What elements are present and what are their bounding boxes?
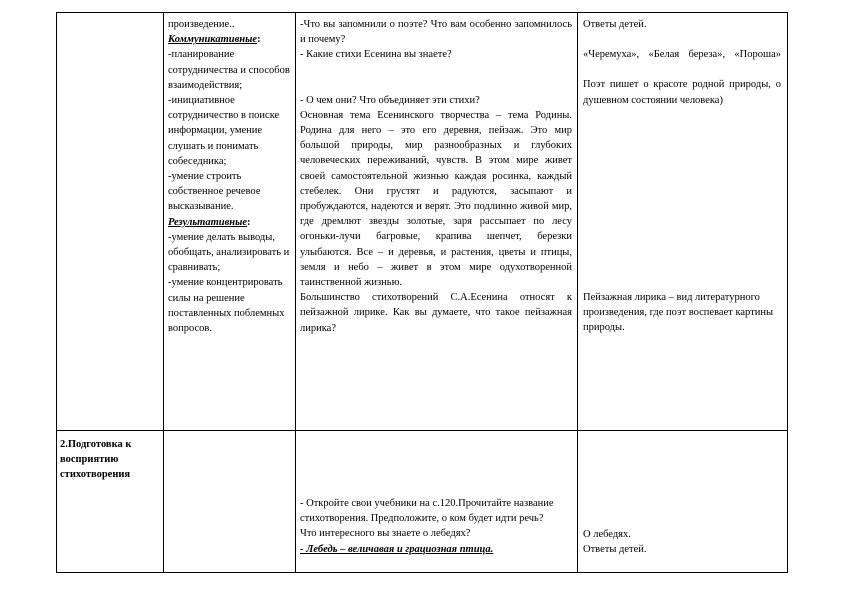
result-item: -умение концентрировать силы на решение поставленных поблемных вопросов. <box>168 277 285 335</box>
preparation-tasks-cell <box>300 496 572 557</box>
row-divider <box>56 430 788 431</box>
communicative-item: -планирование сотрудничества и способов взаимодействия; <box>168 49 290 91</box>
stage-title: 2.Подготовка к восприятию стихотворения <box>60 439 132 481</box>
preparation-answers-cell <box>583 527 781 557</box>
task-swans-question: Что интересного вы знаете о лебедях? <box>300 528 471 540</box>
outcomes-cell <box>168 17 290 336</box>
result-heading <box>168 215 290 230</box>
communicative-heading <box>168 32 290 47</box>
communicative-item: -умение строить собственное речевое высказывание. <box>168 171 261 213</box>
task-swan-statement: - Лебедь – величавая и грациозная птица. <box>300 543 494 555</box>
answer-poem-titles: «Черемуха», «Белая береза», «Пороша» <box>583 49 781 61</box>
communicative-item: -инициативное сотрудничество в поиске информации, умение слушать и понимать собеседника; <box>168 95 280 167</box>
continued-text: произведение.. <box>168 19 235 30</box>
spacer <box>300 63 572 93</box>
answer-children: Ответы детей. <box>583 19 647 30</box>
question-landscape-lyrics: Большинство стихотворений С.А.Есенина относят к пейзажной лирике. Как вы думаете, что такое пейзажная лирика? <box>300 292 572 334</box>
answer-landscape-definition: Пейзажная лирика – вид литературного произведения, где поэт воспевает картины природы. <box>583 291 774 334</box>
spacer <box>583 108 781 290</box>
column-divider-1 <box>163 12 164 573</box>
question-unites: - О чем они? Что объединяет эти стихи? <box>300 94 480 106</box>
result-item: -умение делать выводы, обобщать, анализировать и сравнивать; <box>168 231 290 274</box>
result-heading-suffix: : <box>247 216 251 228</box>
table-border-bottom <box>56 572 788 573</box>
column-divider-3 <box>577 12 578 573</box>
explanation-text: Основная тема Есенинского творчества – тема Родины. Родина для него – это его деревня, пейзаж. Это мир большой природы, мир разнообразных и глубоких человеческих переживаний, чувств. В этом мире живет своей самостоятельной жизнью каждая росинка, каждый стебелек. Они грустят и радуются, засыпают и пробуждаются, надеются и верят. Это подлинно живой мир, где дремлют звезды золотые, заря рассыпает по лесу огоньки-лучи багровые, крапива шепчет, березки улыбаются. Все – и деревья, и растения, цветы и птицы, земля и небо – живет в этом мире одухотворенной таинственной жизнью. <box>300 109 572 289</box>
answer-about-swans: О лебедях. <box>583 529 631 540</box>
table-border-top <box>56 12 788 13</box>
answer-children-2: Ответы детей. <box>583 544 647 556</box>
spacer <box>583 62 781 77</box>
communicative-heading-suffix: : <box>257 34 261 46</box>
spacer <box>583 32 781 47</box>
result-heading-label: Результативные <box>168 216 248 228</box>
table-border-left <box>56 12 57 573</box>
communicative-heading-label: Коммуникативные <box>168 34 258 46</box>
task-open-textbook: - Откройте свои учебники на с.120.Прочитайте название стихотворения. Предположите, о ком будет идти речь? <box>300 498 554 525</box>
student-activity-cell <box>583 17 781 335</box>
column-divider-2 <box>295 12 296 573</box>
table-border-right <box>787 12 788 573</box>
teacher-activity-cell <box>300 17 572 336</box>
answer-poet-writes: Поэт пишет о красоте родной природы, о душевном состоянии человека) <box>583 79 781 106</box>
question-poems: - Какие стихи Есенина вы знаете? <box>300 49 452 61</box>
question-remember: -Что вы запомнили о поэте? Что вам особенно запомнилось и почему? <box>300 19 572 46</box>
